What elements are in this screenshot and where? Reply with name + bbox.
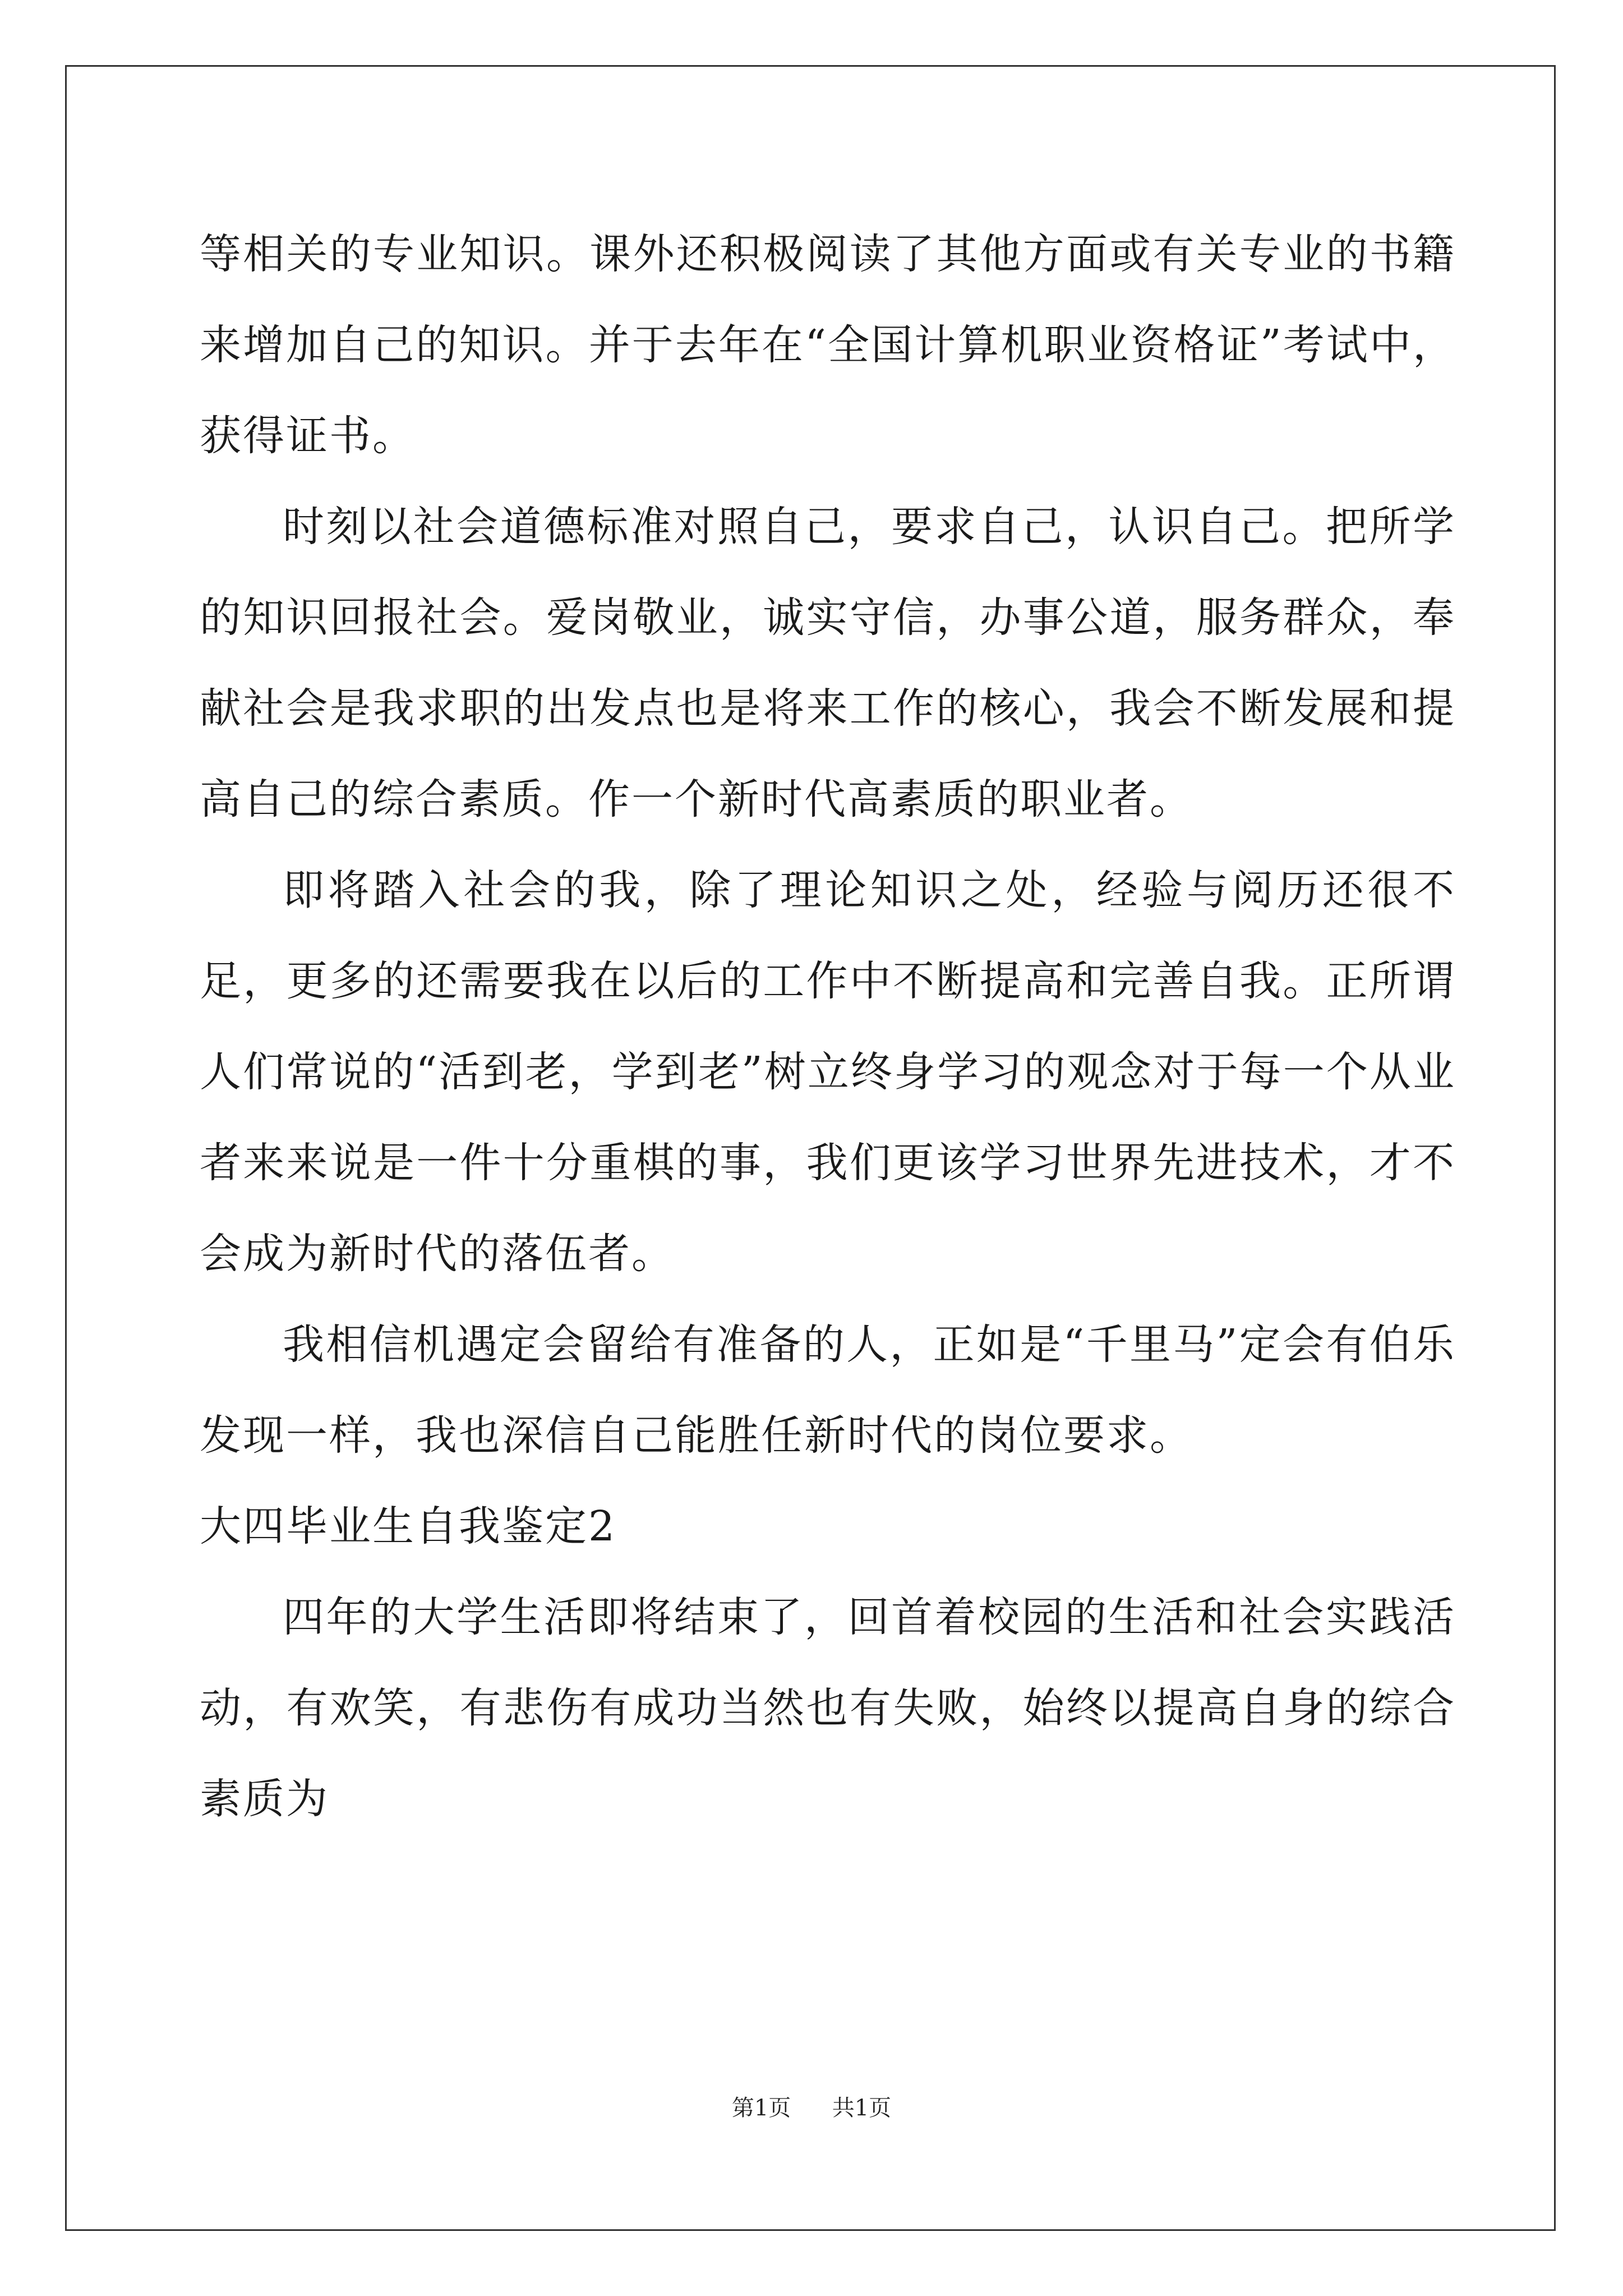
- paragraph-2: 时刻以社会道德标准对照自己，要求自己，认识自己。把所学的知识回报社会。爱岗敬业，诚实守信，办事公道，服务群众，奉献社会是我求职的出发点也是将来工作的核心，我会不断发展和提高自己的综合素质。作一个新时代高素质的职业者。: [200, 503, 1456, 823]
- paragraph-3: 即将踏入社会的我，除了理论知识之处，经验与阅历还很不足，更多的还需要我在以后的工作中不断提高和完善自我。正所谓人们常说的“活到老，学到老”树立终身学习的观念对于每一个从业者来来说是一件十分重棋的事，我们更该学习世界先进技术，才不会成为新时代的落伍者。: [200, 866, 1456, 1278]
- section-heading: 大四毕业生自我鉴定2: [200, 1502, 617, 1550]
- paragraph-4: 我相信机遇定会留给有准备的人，正如是“千里马”定会有伯乐发现一样，我也深信自己能胜任新时代的岗位要求。: [200, 1320, 1456, 1460]
- page-footer: [0, 2090, 1623, 2122]
- paragraph-5: 四年的大学生活即将结束了，回首着校园的生活和社会实践活动，有欢笑，有悲伤有成功当然也有失败，始终以提高自身的综合素质为: [200, 1593, 1456, 1823]
- paragraph-1: 等相关的专业知识。课外还积极阅读了其他方面或有关专业的书籍来增加自己的知识。并于去年在“全国计算机职业资格证”考试中，获得证书。: [200, 230, 1456, 460]
- page-total: 共1页: [832, 2095, 892, 2121]
- document-body: [200, 209, 1456, 1844]
- page-number: 第1页: [731, 2095, 791, 2121]
